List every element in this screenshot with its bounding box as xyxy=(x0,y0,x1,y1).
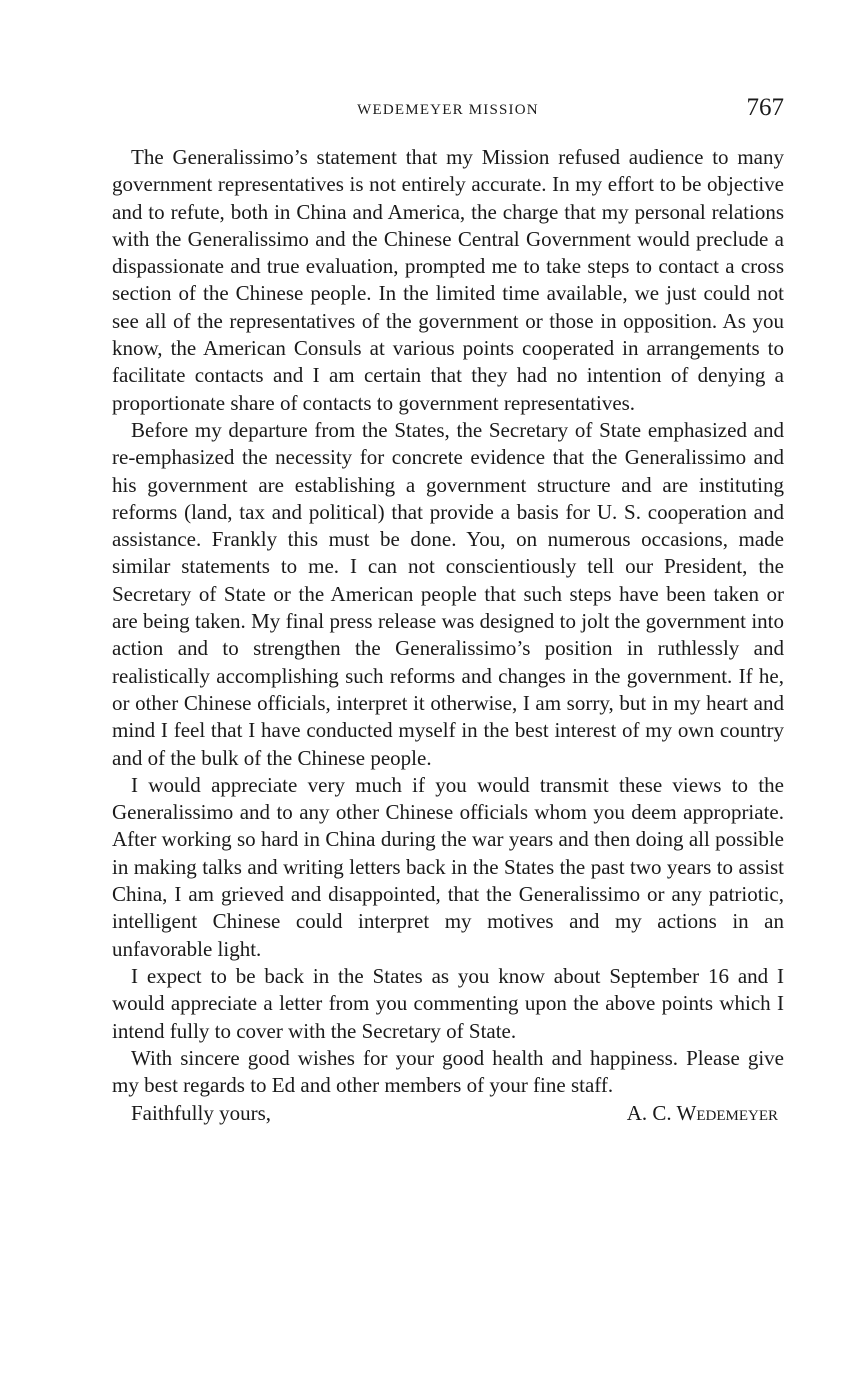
paragraph: With sincere good wishes for your good health and happiness. Please give my best regards to Ed and other members of your fine staff. xyxy=(112,1045,784,1098)
paragraph: The Generalissimo’s statement that my Mission refused audience to many government representatives is not entirely accurate. In my effort to be objective and to refute, both in China and America, the charge that my personal relations with the Generalissimo and the Chinese Central Government would preclude a dispassionate and true evaluation, prompted me to take steps to contact a cross section of the Chinese people. In the limited time available, we just could not see all of the representatives of the government or those in opposition. As you know, the American Consuls at various points cooperated in arrangements to facilitate contacts and I am certain that they had no intention of denying a proportionate share of contacts to government representatives. xyxy=(112,145,784,415)
paragraph: I expect to be back in the States as you know about September 16 and I would appreciate a letter from you commenting upon the above points which I intend fully to cover with the Secretary of State. xyxy=(112,963,784,1043)
signature-name: A. C. Wedemeyer xyxy=(626,1101,778,1126)
complimentary-close: Faithfully yours, xyxy=(131,1101,271,1126)
paragraph: I would appreciate very much if you would transmit these views to the Generalissimo and to any other Chinese officials whom you deem appropriate. After working so hard in China during the war years and then doing all possible in making talks and writing letters back in the States the past two years to assist China, I am grieved and disappointed, that the Generalissimo or any patriotic, intelligent Chinese could interpret my motives and my actions in an unfavorable light. xyxy=(112,772,784,961)
letter-body xyxy=(112,144,784,1099)
running-header xyxy=(112,96,784,126)
document-page xyxy=(112,96,784,1128)
page-number: 767 xyxy=(746,94,784,121)
paragraph: Before my departure from the States, the Secretary of State emphasized and re-emphasized the necessity for concrete evidence that the Generalissimo and his government are establishing a government structure and are instituting reforms (land, tax and political) that provide a basis for U. S. cooperation and assistance. Frankly this must be done. You, on numerous occasions, made similar statements to me. I can not conscientiously tell our President, the Secretary of State or the American people that such steps have been taken or are being taken. My final press release was designed to jolt the government into action and to strengthen the Generalissimo’s position in ruthlessly and realistically accomplishing such reforms and changes in the government. If he, or other Chinese officials, interpret it otherwise, I am sorry, but in my heart and mind I feel that I have conducted myself in the best interest of my own country and of the bulk of the Chinese people. xyxy=(112,417,784,770)
letter-closing xyxy=(112,1100,784,1128)
running-title: WEDEMEYER MISSION xyxy=(357,102,539,118)
